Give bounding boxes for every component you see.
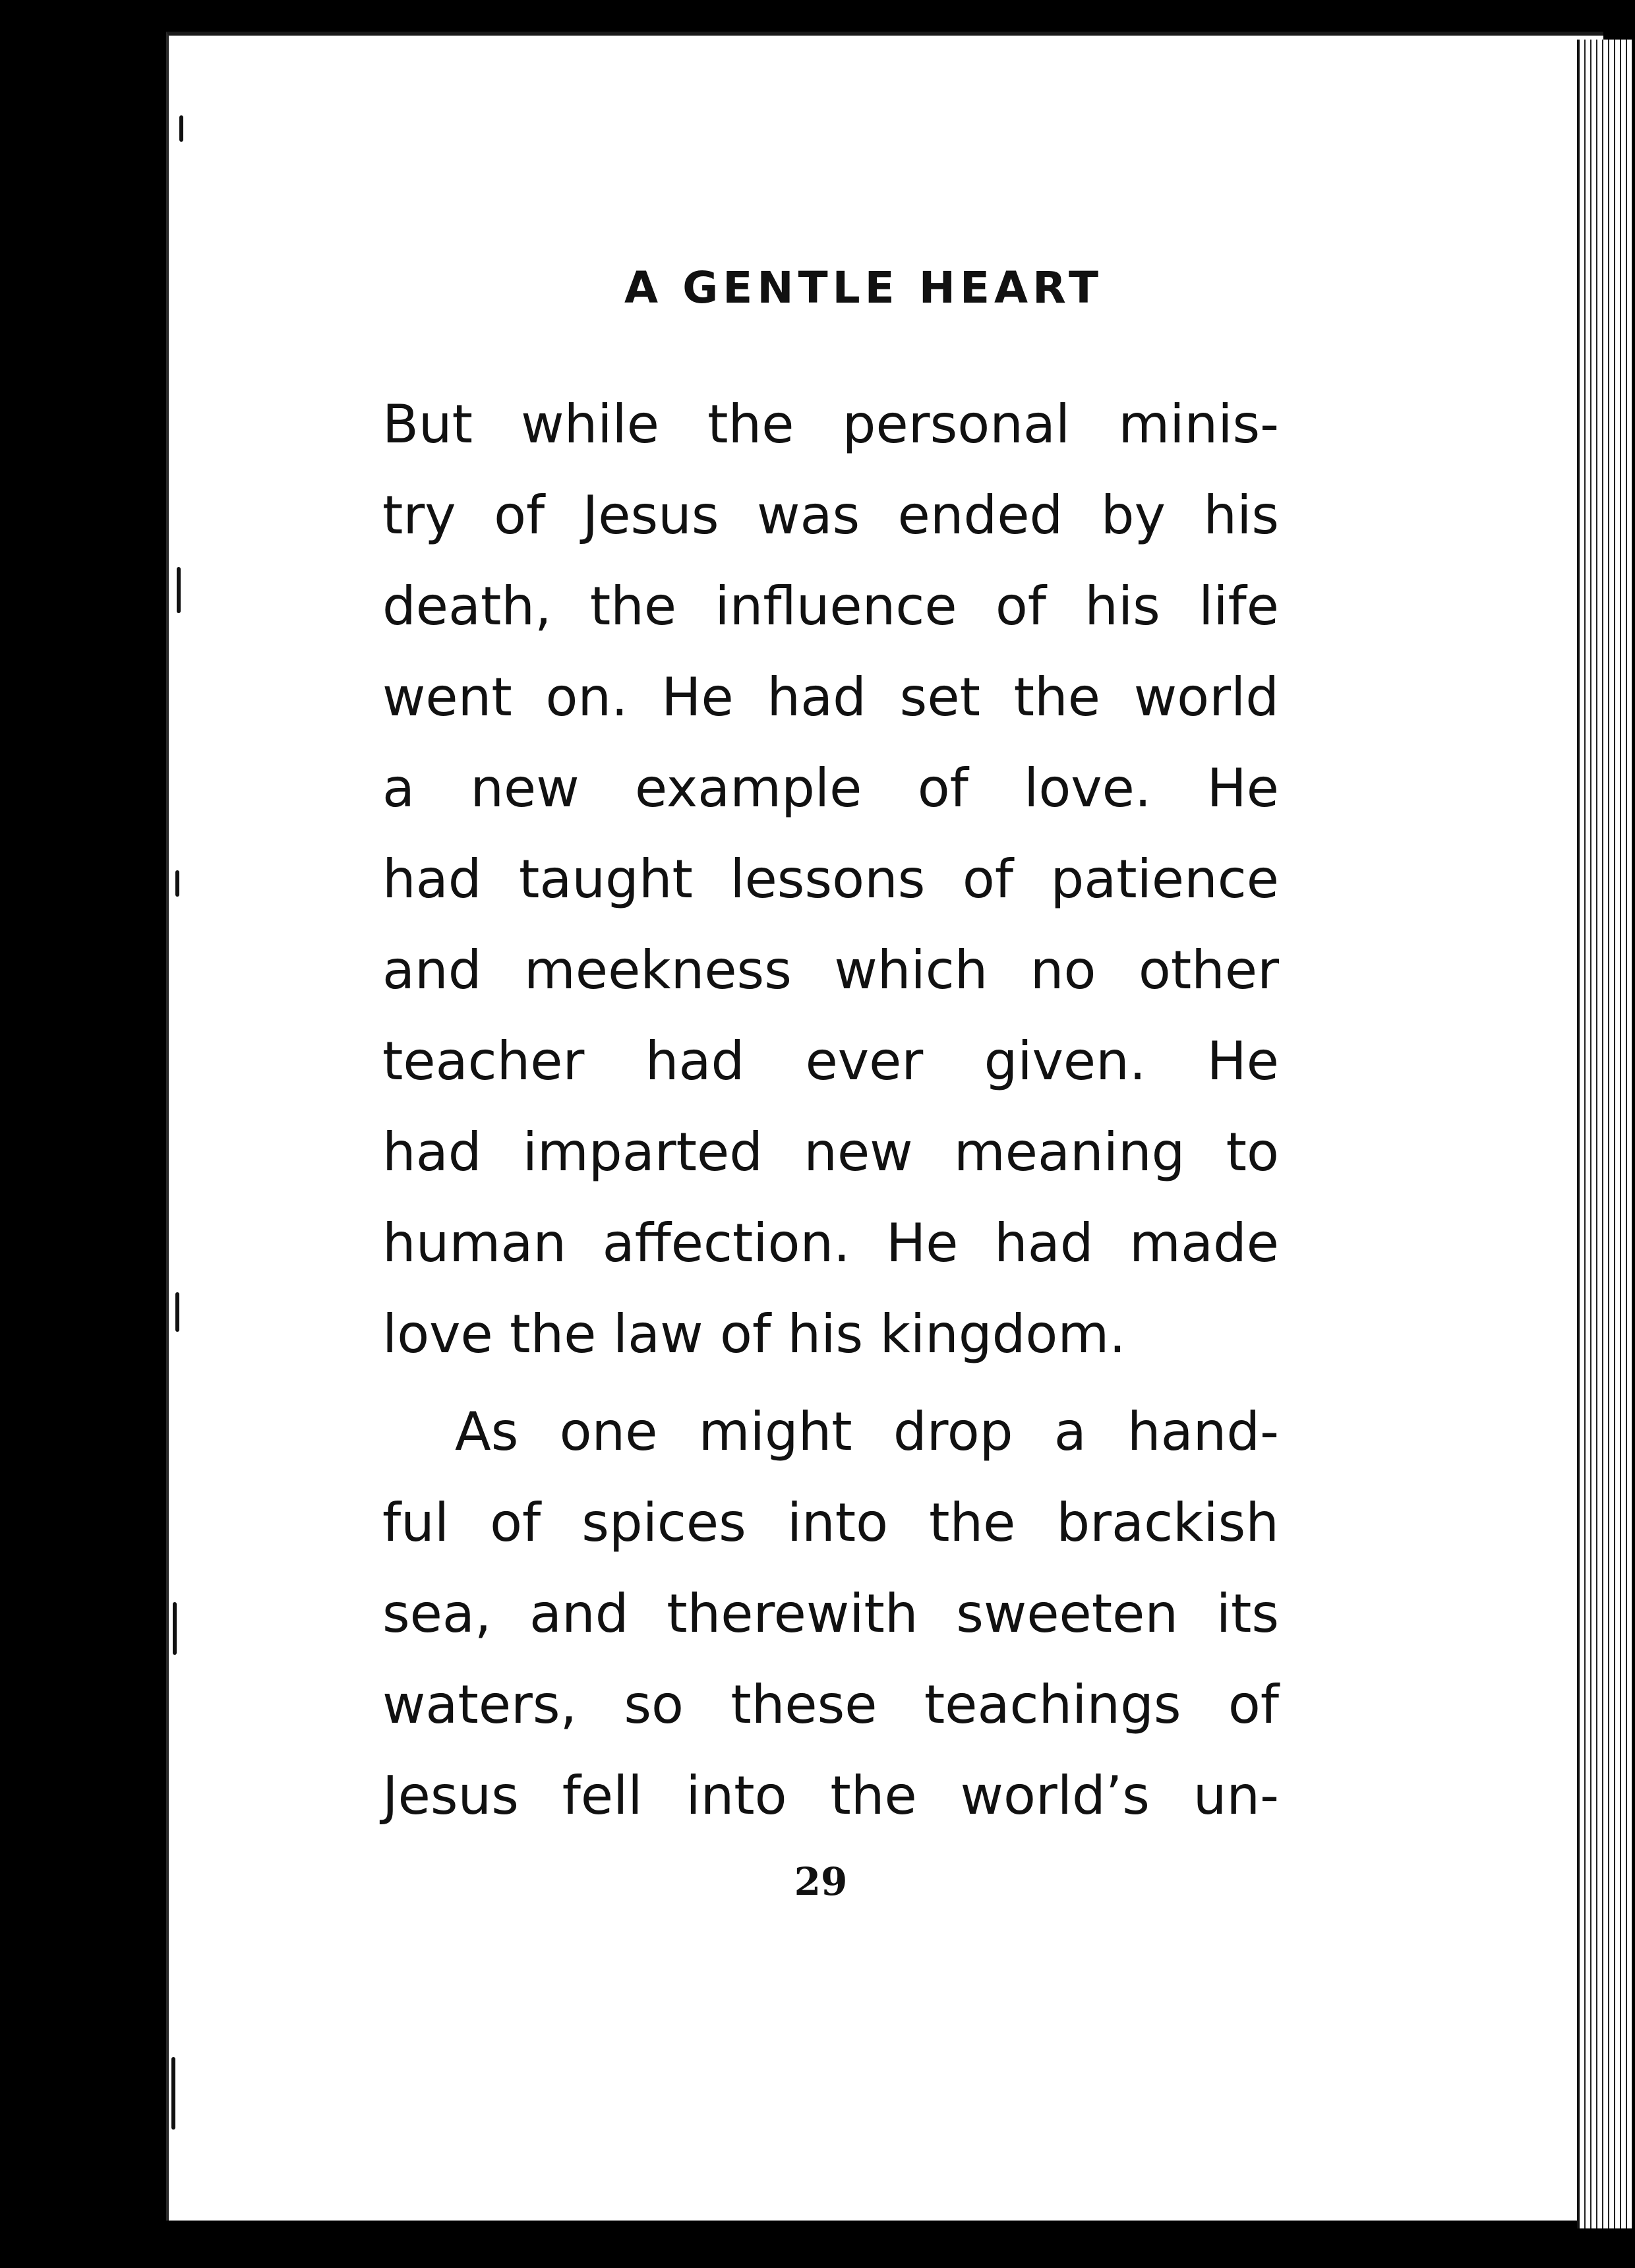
paragraph-gap [382,1380,1279,1387]
text-line: and meekness which no other [382,940,1279,1001]
text-line: love the law of his kingdom. [382,1303,1126,1365]
text-line: went on. He had set the world [382,667,1279,728]
binding-mark [175,1292,179,1332]
binding-mark [171,2057,175,2130]
paragraph [382,1387,1279,1841]
text-line: a new example of love. He [382,758,1279,819]
binding-mark [173,1602,177,1655]
text-line: had imparted new meaning to [382,1121,1279,1183]
text-line: Jesus fell into the world’s un- [382,1765,1279,1826]
body-text [382,379,1279,1841]
text-line: try of Jesus was ended by his [382,485,1279,546]
text-line: As one might drop a hand- [455,1401,1279,1462]
paragraph [382,379,1279,1380]
binding-mark [177,567,181,613]
running-head: A GENTLE HEART [624,262,1103,313]
text-line: waters, so these teachings of [382,1674,1279,1735]
page-number: 29 [794,1859,848,1904]
text-line: death, the influence of his life [382,576,1279,637]
binding-mark [175,870,179,897]
text-line: But while the personal minis- [382,394,1279,455]
text-line: ful of spices into the brackish [382,1492,1279,1553]
binding-mark [179,115,183,142]
text-line: sea, and therewith sweeten its [382,1583,1279,1644]
text-line: teacher had ever given. He [382,1030,1279,1092]
text-line: had taught lessons of patience [382,849,1279,910]
text-line: human affection. He had made [382,1212,1279,1274]
